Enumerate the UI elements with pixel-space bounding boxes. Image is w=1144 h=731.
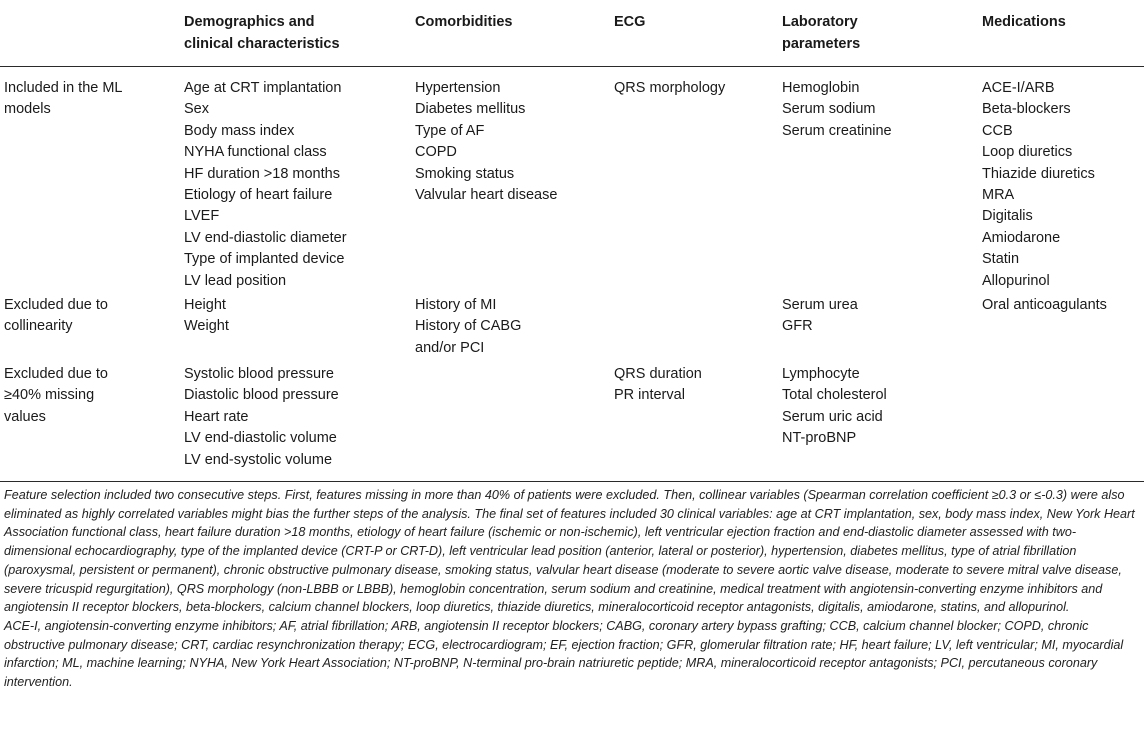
list-item: NYHA functional class [184,144,327,161]
list-item: Digitalis [982,208,1033,225]
cell-missing-laboratory [782,364,887,450]
list-item: Systolic blood pressure [184,366,334,382]
list-item: Oral anticoagulants [982,297,1107,313]
footnote-abbreviations: ACE-I, angiotensin-converting enzyme inhibitors; AF, atrial fibrillation; ARB, angiotensin II receptor blockers; CABG, coronary artery bypass grafting; CCB, calcium channel blocker; COPD, chronic obstructive pulmonary disease; CRT, cardiac resynchronization therapy; ECG, electrocardiogram; EF, ejection fraction; GFR, glomerular filtration rate; HF, heart failure; LV, left ventricular; MI, myocardial infarction; ML, machine learning; NYHA, New York Heart Association; NT-proBNP, N-terminal pro-brain natriuretic peptide; MRA, mineralocorticoid receptor antagonists; PCI, percutaneous coronary intervention. [4,618,1124,690]
table-bottom-divider [0,481,1144,482]
list-item: Amiodarone [982,229,1061,246]
list-item: Serum creatinine [782,122,892,139]
table-footnotes [4,486,1142,692]
cell-included-medications [982,78,1095,292]
list-item: Diastolic blood pressure [184,387,339,404]
list-item: Diabetes mellitus [415,101,526,118]
list-item: LV lead position [184,272,287,289]
list-item: PR interval [614,387,685,404]
list-item: Valvular heart disease [415,187,558,204]
list-item: Type of implanted device [184,251,345,268]
list-item: MRA [982,187,1015,204]
cell-included-demographics [184,78,347,292]
list-item: Body mass index [184,122,295,139]
cell-collinearity-medications [982,295,1107,316]
list-item: Hemoglobin [782,80,860,96]
cell-included-comorbidities [415,78,557,206]
list-item: Lymphocyte [782,366,860,382]
list-item: QRS duration [614,366,702,382]
list-item: Height [184,297,226,313]
list-item: Sex [184,101,209,118]
list-item: QRS morphology [614,80,726,96]
cell-collinearity-laboratory [782,295,858,338]
list-item: COPD [415,144,457,161]
header-divider [0,66,1144,67]
list-item: Heart rate [184,408,249,425]
list-item: ACE-I/ARB [982,80,1055,96]
list-item: History of CABG [415,318,522,335]
cell-included-laboratory [782,78,892,142]
list-item: Serum urea [782,297,858,313]
column-header-demographics: Demographics and clinical characteristics [184,14,340,52]
list-item: Smoking status [415,165,515,182]
list-item: GFR [782,318,813,335]
list-item: HF duration >18 months [184,165,340,182]
cell-included-ecg [614,78,725,99]
list-item: Hypertension [415,80,501,96]
list-item: LVEF [184,208,220,225]
cell-missing-ecg [614,364,702,407]
list-item: Age at CRT implantation [184,80,342,96]
column-header-comorbidities: Comorbidities [415,14,513,30]
list-item: NT-proBNP [782,430,857,447]
list-item: Allopurinol [982,272,1050,289]
column-header-laboratory: Laboratory parameters [782,14,861,52]
list-item: LV end-diastolic volume [184,430,337,447]
list-item: Serum sodium [782,101,876,118]
list-item: Type of AF [415,122,485,139]
list-item: CCB [982,122,1013,139]
list-item: and/or PCI [415,339,485,356]
column-header-ecg: ECG [614,14,646,30]
list-item: History of MI [415,297,497,313]
list-item: Beta-blockers [982,101,1071,118]
cell-missing-demographics [184,364,339,471]
list-item: Total cholesterol [782,387,887,404]
row-label-included: Included in the ML models [4,80,123,118]
list-item: Etiology of heart failure [184,187,333,204]
list-item: Thiazide diuretics [982,165,1095,182]
list-item: Weight [184,318,229,335]
list-item: Statin [982,251,1020,268]
column-header-medications: Medications [982,14,1066,30]
row-label-collinearity: Excluded due to collinearity [4,297,108,335]
list-item: Loop diuretics [982,144,1073,161]
list-item: LV end-systolic volume [184,451,333,468]
list-item: LV end-diastolic diameter [184,229,347,246]
list-item: Serum uric acid [782,408,883,425]
cell-collinearity-demographics [184,295,229,338]
cell-collinearity-comorbidities [415,295,521,359]
footnote-feature-selection: Feature selection included two consecutive steps. First, features missing in more than 40% of patients were excluded. Then, collinear variables (Spearman correlation coefficient ≥0.3 or ≤-0.3) were also eliminated as highly correlated variables might bias the further steps of the analysis. The final set of features included 30 clinical variables: age at CRT implantation, sex, body mass index, New York Heart Association functional class, heart failure duration >18 months, etiology of heart failure (ischemic or non-ischemic), left ventricular ejection fraction and end-diastolic diameter assessed with two-dimensional echocardiography, type of the implanted device (CRT-P or CRT-D), left ventricular lead position (anterior, lateral or posterior), hypertension, diabetes mellitus, type of atrial fibrillation (paroxysmal, persistent or permanent), chronic obstructive pulmonary disease, smoking status, valvular heart disease (moderate to severe aortic valve disease, moderate to severe mitral valve disease, severe tricuspid regurgitation), QRS morphology (non-LBBB or LBBB), hemoglobin concentration, serum sodium and creatinine, medical treatment with angiotensin-converting enzyme inhibitors and angiotensin II receptor blockers, beta-blockers, calcium channel blockers, loop diuretics, thiazide diuretics, mineralocorticoid receptor antagonists, digitalis, amiodarone, statins, and allopurinol. [4,488,1135,615]
row-label-missing-values: Excluded due to ≥40% missing values [4,366,108,425]
